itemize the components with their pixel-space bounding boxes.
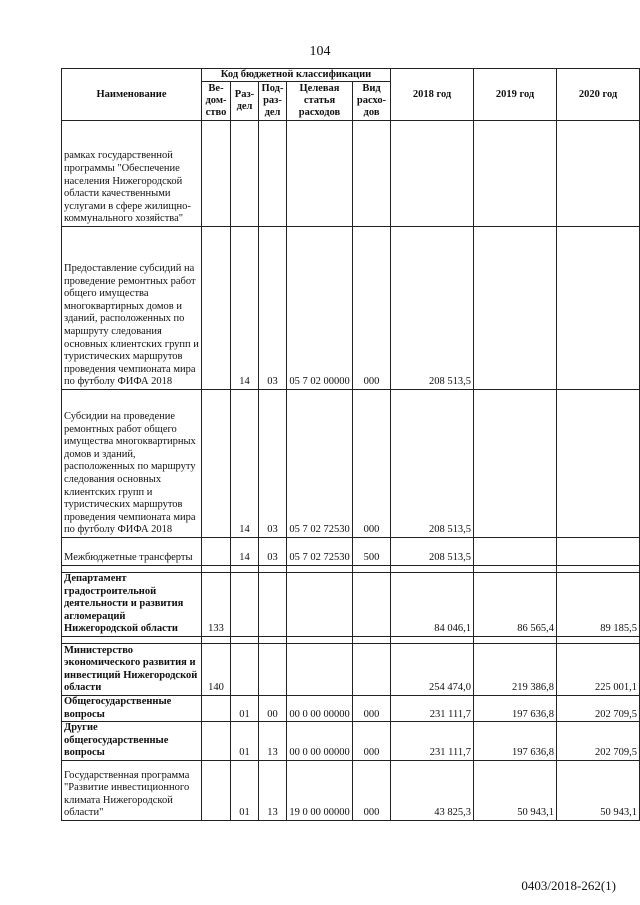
table-row: [62, 643, 640, 695]
cell-2020: [557, 227, 640, 390]
cell-cel: [287, 573, 353, 637]
cell-2018: 231 111,7: [391, 722, 474, 761]
cell-2018: 208 513,5: [391, 538, 474, 566]
row-name: Министерство экономического развития и инвестиций Нижегородской области: [62, 643, 202, 695]
cell-2020: 225 001,1: [557, 643, 640, 695]
table-row: [62, 227, 640, 390]
cell-2019: [474, 538, 557, 566]
cell-2018: [391, 121, 474, 227]
cell-ved: [202, 695, 231, 721]
cell-2018: 43 825,3: [391, 760, 474, 820]
table-row: [62, 695, 640, 721]
cell-2020: 202 709,5: [557, 695, 640, 721]
cell-2020: [557, 390, 640, 538]
cell-2018: 208 513,5: [391, 227, 474, 390]
cell-cel: 19 0 00 00000: [287, 760, 353, 820]
cell-raz: 01: [231, 695, 259, 721]
cell-2020: [557, 538, 640, 566]
cell-raz: [231, 121, 259, 227]
table-row: [62, 121, 640, 227]
cell-2018: 84 046,1: [391, 573, 474, 637]
cell-ved: [202, 760, 231, 820]
cell-raz: 01: [231, 722, 259, 761]
cell-cel: 05 7 02 00000: [287, 227, 353, 390]
row-name: Межбюджетные трансферты: [62, 538, 202, 566]
cell-pod: [259, 573, 287, 637]
cell-vid: [353, 121, 391, 227]
cell-raz: 01: [231, 760, 259, 820]
cell-vid: 500: [353, 538, 391, 566]
row-name: Департамент градостроительной деятельности и развития агломераций Нижегородской области: [62, 573, 202, 637]
cell-vid: 000: [353, 760, 391, 820]
cell-vid: 000: [353, 390, 391, 538]
row-name: Предоставление субсидий на проведение ремонтных работ общего имущества многоквартирных домов и зданий, расположенных по маршруту следования основных клиентских групп и туристических маршрутов проведения чемпионата мира по футболу ФИФА 2018: [62, 227, 202, 390]
cell-pod: [259, 643, 287, 695]
header-razdel: Раз-дел: [231, 82, 259, 121]
header-name: Наименование: [62, 69, 202, 121]
cell-pod: 13: [259, 760, 287, 820]
table-row: [62, 538, 640, 566]
cell-2020: 202 709,5: [557, 722, 640, 761]
row-name: Субсидии на проведение ремонтных работ общего имущества многоквартирных домов и зданий, расположенных по маршруту следования основных клиентских групп и туристических маршрутов проведения чемпионата мира по футболу ФИФА 2018: [62, 390, 202, 538]
cell-cel: [287, 121, 353, 227]
cell-2019: [474, 227, 557, 390]
cell-vid: 000: [353, 722, 391, 761]
row-name: Государственная программа "Развитие инвестиционного климата Нижегородской области": [62, 760, 202, 820]
cell-ved: 133: [202, 573, 231, 637]
cell-pod: 03: [259, 538, 287, 566]
cell-ved: [202, 121, 231, 227]
header-budget-code: Код бюджетной классификации: [202, 69, 391, 82]
cell-2020: 89 185,5: [557, 573, 640, 637]
cell-vid: 000: [353, 695, 391, 721]
cell-vid: [353, 643, 391, 695]
cell-pod: 00: [259, 695, 287, 721]
budget-table: [61, 68, 640, 821]
cell-cel: 05 7 02 72530: [287, 538, 353, 566]
cell-raz: 14: [231, 390, 259, 538]
cell-2019: 50 943,1: [474, 760, 557, 820]
cell-pod: 13: [259, 722, 287, 761]
cell-2019: 219 386,8: [474, 643, 557, 695]
cell-ved: [202, 722, 231, 761]
cell-2019: [474, 121, 557, 227]
cell-vid: [353, 573, 391, 637]
header-vedomstvo: Ве-дом-ство: [202, 82, 231, 121]
cell-2019: [474, 390, 557, 538]
cell-cel: 05 7 02 72530: [287, 390, 353, 538]
cell-raz: 14: [231, 538, 259, 566]
row-name: Общегосударственные вопросы: [62, 695, 202, 721]
table-row: [62, 573, 640, 637]
table-row: [62, 760, 640, 820]
row-name: Другие общегосударственные вопросы: [62, 722, 202, 761]
page-number: 104: [309, 44, 331, 59]
cell-2018: 208 513,5: [391, 390, 474, 538]
cell-raz: [231, 643, 259, 695]
header-2020: 2020 год: [557, 69, 640, 121]
spacer-row: [62, 566, 640, 573]
cell-pod: [259, 121, 287, 227]
document-code: 0403/2018-262(1): [521, 878, 616, 893]
cell-2018: 231 111,7: [391, 695, 474, 721]
cell-cel: 00 0 00 00000: [287, 695, 353, 721]
table-row: [62, 390, 640, 538]
cell-ved: [202, 390, 231, 538]
cell-2020: 50 943,1: [557, 760, 640, 820]
cell-2018: 254 474,0: [391, 643, 474, 695]
cell-ved: 140: [202, 643, 231, 695]
cell-2019: 197 636,8: [474, 695, 557, 721]
cell-2019: 197 636,8: [474, 722, 557, 761]
cell-2019: 86 565,4: [474, 573, 557, 637]
header-2018: 2018 год: [391, 69, 474, 121]
cell-vid: 000: [353, 227, 391, 390]
spacer-row: [62, 636, 640, 643]
cell-pod: 03: [259, 390, 287, 538]
header-expense-type: Вид расхо-дов: [353, 82, 391, 121]
row-name: рамках государственной программы "Обеспечение населения Нижегородской области качественными услугами в сфере жилищно-коммунального хозяйства": [62, 121, 202, 227]
cell-2020: [557, 121, 640, 227]
cell-pod: 03: [259, 227, 287, 390]
cell-cel: 00 0 00 00000: [287, 722, 353, 761]
cell-cel: [287, 643, 353, 695]
cell-ved: [202, 227, 231, 390]
cell-raz: [231, 573, 259, 637]
table-row: [62, 722, 640, 761]
header-2019: 2019 год: [474, 69, 557, 121]
header-target-article: Целевая статья расходов: [287, 82, 353, 121]
cell-ved: [202, 538, 231, 566]
header-podrazdel: Под-раз-дел: [259, 82, 287, 121]
cell-raz: 14: [231, 227, 259, 390]
